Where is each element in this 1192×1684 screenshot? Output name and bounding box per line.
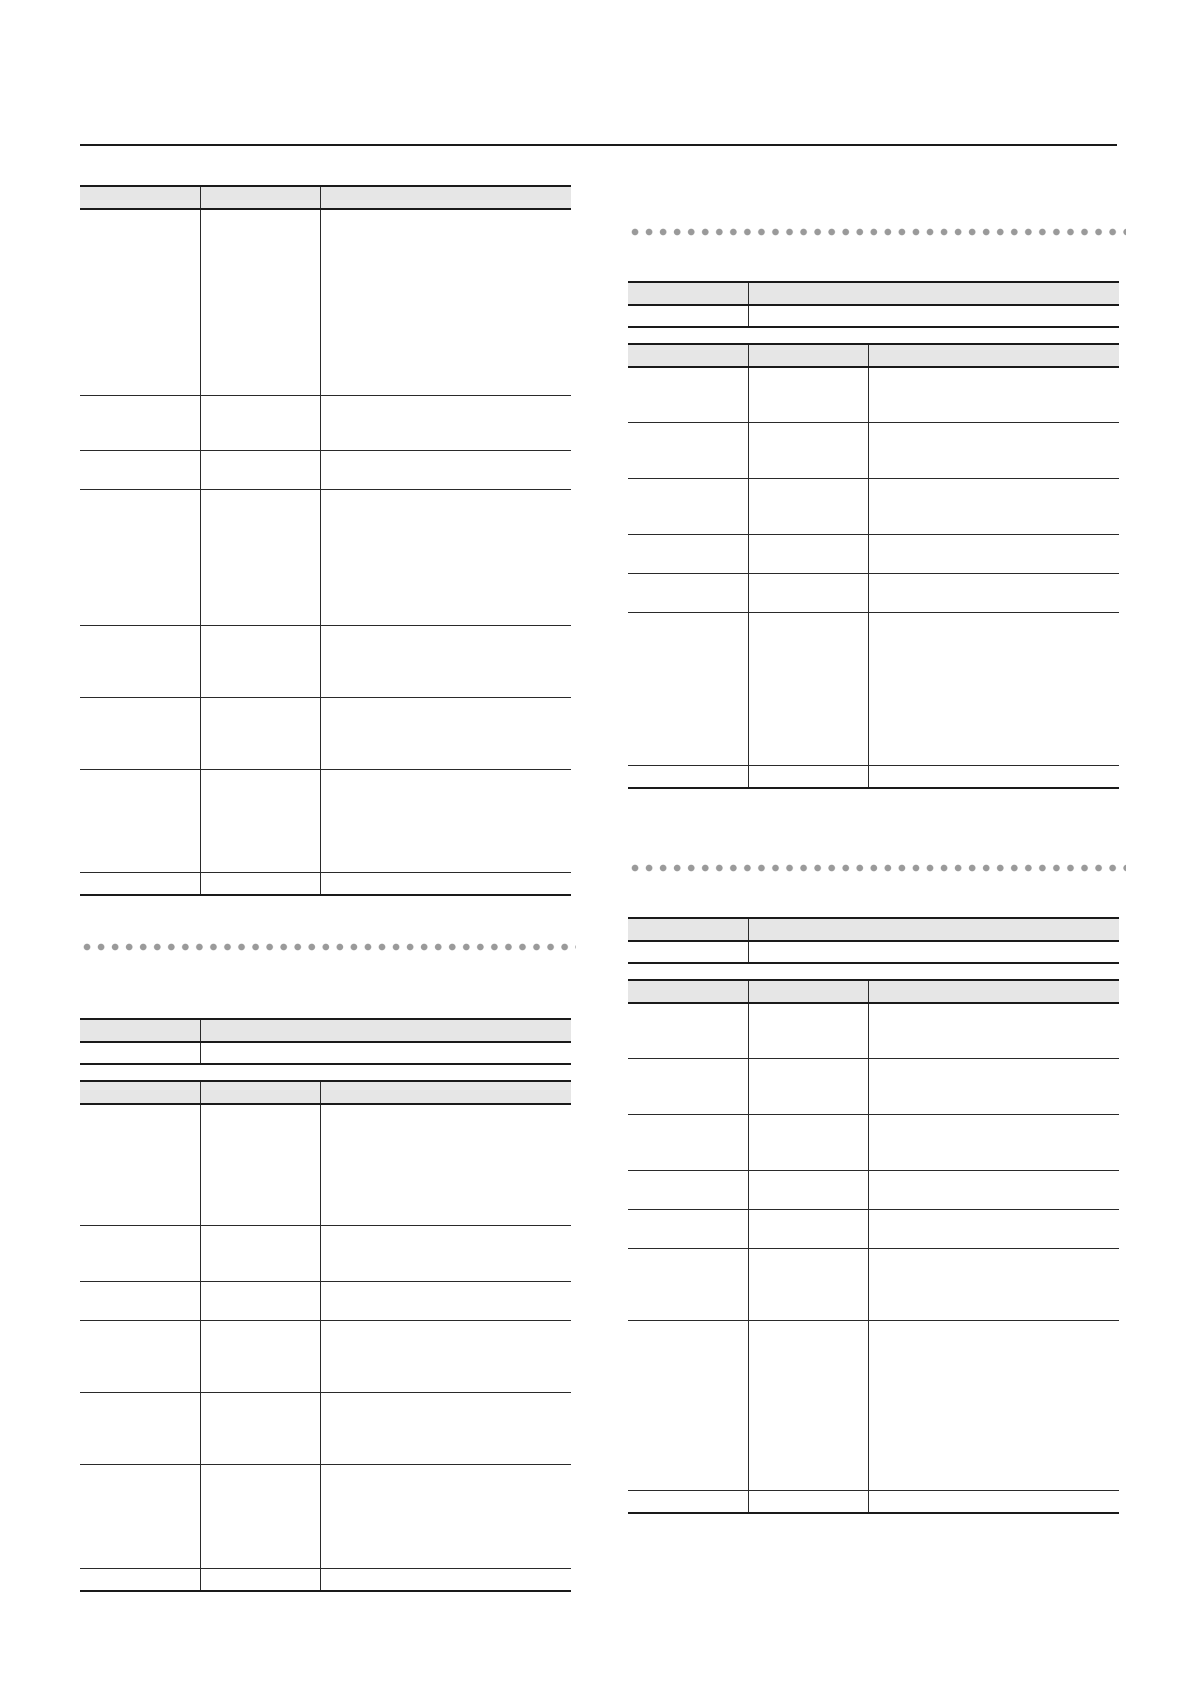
header-cell (628, 980, 748, 1003)
table-row (80, 1320, 571, 1392)
table-cell (628, 534, 748, 573)
table-cell (748, 1248, 868, 1320)
table-cell (80, 769, 200, 872)
header-cell (80, 1019, 200, 1042)
table-cell (200, 450, 320, 489)
header-cell (868, 344, 1119, 367)
table-header-row (80, 186, 571, 209)
table-cell (868, 1248, 1119, 1320)
table-cell (628, 1114, 748, 1170)
table-cell (628, 1248, 748, 1320)
table-cell (868, 1114, 1119, 1170)
header-cell (628, 918, 748, 941)
table-cell (628, 478, 748, 534)
table-cell (320, 769, 571, 872)
table-row (628, 573, 1119, 612)
table-row (628, 1320, 1119, 1490)
table-cell (748, 765, 868, 788)
section-divider-dots (628, 864, 1126, 872)
settings-header-table-3 (628, 917, 1119, 964)
table-row (628, 1058, 1119, 1114)
header-cell (628, 344, 748, 367)
table-cell (868, 1320, 1119, 1490)
header-cell (80, 1081, 200, 1104)
table-cell (628, 422, 748, 478)
table-row (80, 1042, 571, 1064)
table-cell (628, 305, 748, 327)
table-row (628, 1248, 1119, 1320)
table-header-row (80, 1019, 571, 1042)
table-cell (628, 573, 748, 612)
table-cell (628, 1490, 748, 1513)
table-cell (628, 1320, 748, 1490)
table-header-row (628, 918, 1119, 941)
table-cell (320, 697, 571, 769)
table-cell (80, 1104, 200, 1225)
table-cell (80, 1320, 200, 1392)
table-cell (748, 305, 1119, 327)
table-cell (200, 1464, 320, 1568)
header-cell (320, 1081, 571, 1104)
table-cell (200, 769, 320, 872)
header-cell (748, 918, 1119, 941)
table-cell (80, 489, 200, 625)
table-row (80, 1464, 571, 1568)
table-row (628, 1490, 1119, 1513)
table-row (80, 769, 571, 872)
table-cell (748, 1209, 868, 1248)
table-row (628, 1003, 1119, 1058)
table-cell (748, 367, 868, 422)
table-cell (748, 1114, 868, 1170)
table-cell (628, 1058, 748, 1114)
section-divider-dots (80, 943, 576, 951)
table-cell (628, 1209, 748, 1248)
table-cell (748, 1170, 868, 1209)
table-header-row (628, 282, 1119, 305)
table-cell (200, 625, 320, 697)
table-cell (628, 1003, 748, 1058)
table-cell (868, 478, 1119, 534)
table-cell (200, 395, 320, 450)
table-cell (320, 489, 571, 625)
table-row (628, 1209, 1119, 1248)
table-cell (868, 534, 1119, 573)
table-cell (748, 612, 868, 765)
table-row (80, 450, 571, 489)
table-cell (320, 450, 571, 489)
table-row (80, 1392, 571, 1464)
table-row (628, 612, 1119, 765)
table-cell (748, 1320, 868, 1490)
table-row (628, 422, 1119, 478)
table-cell (748, 422, 868, 478)
table-cell (748, 573, 868, 612)
table-header-row (80, 1081, 571, 1104)
table-cell (868, 1490, 1119, 1513)
table-cell (80, 1568, 200, 1591)
table-cell (748, 1490, 868, 1513)
header-cell (628, 282, 748, 305)
table-cell (320, 1392, 571, 1464)
table-cell (320, 1568, 571, 1591)
table-cell (868, 1003, 1119, 1058)
table-cell (868, 367, 1119, 422)
table-row (628, 765, 1119, 788)
table-cell (80, 625, 200, 697)
table-row (80, 697, 571, 769)
table-cell (628, 1170, 748, 1209)
table-cell (868, 765, 1119, 788)
parameter-table-4 (628, 979, 1119, 1514)
table-header-row (628, 344, 1119, 367)
header-cell (748, 344, 868, 367)
table-cell (748, 1003, 868, 1058)
table-cell (200, 1225, 320, 1281)
table-cell (320, 395, 571, 450)
table-cell (80, 872, 200, 895)
table-cell (80, 1392, 200, 1464)
table-cell (200, 1568, 320, 1591)
parameter-table-1 (80, 185, 571, 896)
header-cell (200, 186, 320, 209)
table-cell (200, 697, 320, 769)
table-cell (320, 1281, 571, 1320)
table-cell (320, 209, 571, 395)
table-cell (868, 422, 1119, 478)
table-row (80, 1568, 571, 1591)
table-cell (80, 1464, 200, 1568)
table-cell (748, 941, 1119, 963)
table-cell (200, 872, 320, 895)
table-cell (80, 1281, 200, 1320)
table-cell (748, 1058, 868, 1114)
table-cell (868, 573, 1119, 612)
header-cell (748, 282, 1119, 305)
table-row (80, 1281, 571, 1320)
table-cell (200, 1392, 320, 1464)
table-cell (628, 612, 748, 765)
table-cell (200, 209, 320, 395)
header-cell (868, 980, 1119, 1003)
table-cell (320, 872, 571, 895)
table-cell (200, 1104, 320, 1225)
table-cell (80, 1042, 200, 1064)
table-cell (80, 1225, 200, 1281)
table-row (628, 367, 1119, 422)
header-cell (748, 980, 868, 1003)
table-row (628, 1170, 1119, 1209)
parameter-table-3 (628, 343, 1119, 789)
table-cell (80, 395, 200, 450)
table-header-row (628, 980, 1119, 1003)
table-cell (320, 1320, 571, 1392)
table-cell (200, 1042, 571, 1064)
table-cell (868, 1170, 1119, 1209)
table-row (628, 941, 1119, 963)
table-cell (628, 765, 748, 788)
table-row (80, 489, 571, 625)
settings-header-table-2 (628, 281, 1119, 328)
header-cell (80, 186, 200, 209)
page-top-rule (80, 144, 1117, 146)
table-cell (80, 209, 200, 395)
table-cell (628, 941, 748, 963)
header-cell (200, 1019, 571, 1042)
section-divider-dots (628, 228, 1126, 236)
table-row (80, 395, 571, 450)
table-row (80, 625, 571, 697)
table-row (80, 872, 571, 895)
settings-header-table-1 (80, 1018, 571, 1065)
table-cell (628, 367, 748, 422)
table-cell (80, 450, 200, 489)
table-row (628, 478, 1119, 534)
table-cell (748, 478, 868, 534)
table-row (628, 1114, 1119, 1170)
table-row (80, 1104, 571, 1225)
table-cell (200, 489, 320, 625)
parameter-table-2 (80, 1080, 571, 1592)
table-cell (80, 697, 200, 769)
table-cell (868, 612, 1119, 765)
table-cell (320, 1464, 571, 1568)
table-cell (200, 1281, 320, 1320)
header-cell (320, 186, 571, 209)
table-cell (868, 1209, 1119, 1248)
table-cell (868, 1058, 1119, 1114)
table-cell (320, 625, 571, 697)
header-cell (200, 1081, 320, 1104)
table-row (80, 1225, 571, 1281)
table-cell (200, 1320, 320, 1392)
table-cell (320, 1225, 571, 1281)
table-row (80, 209, 571, 395)
table-cell (320, 1104, 571, 1225)
table-row (628, 534, 1119, 573)
table-row (628, 305, 1119, 327)
table-cell (748, 534, 868, 573)
